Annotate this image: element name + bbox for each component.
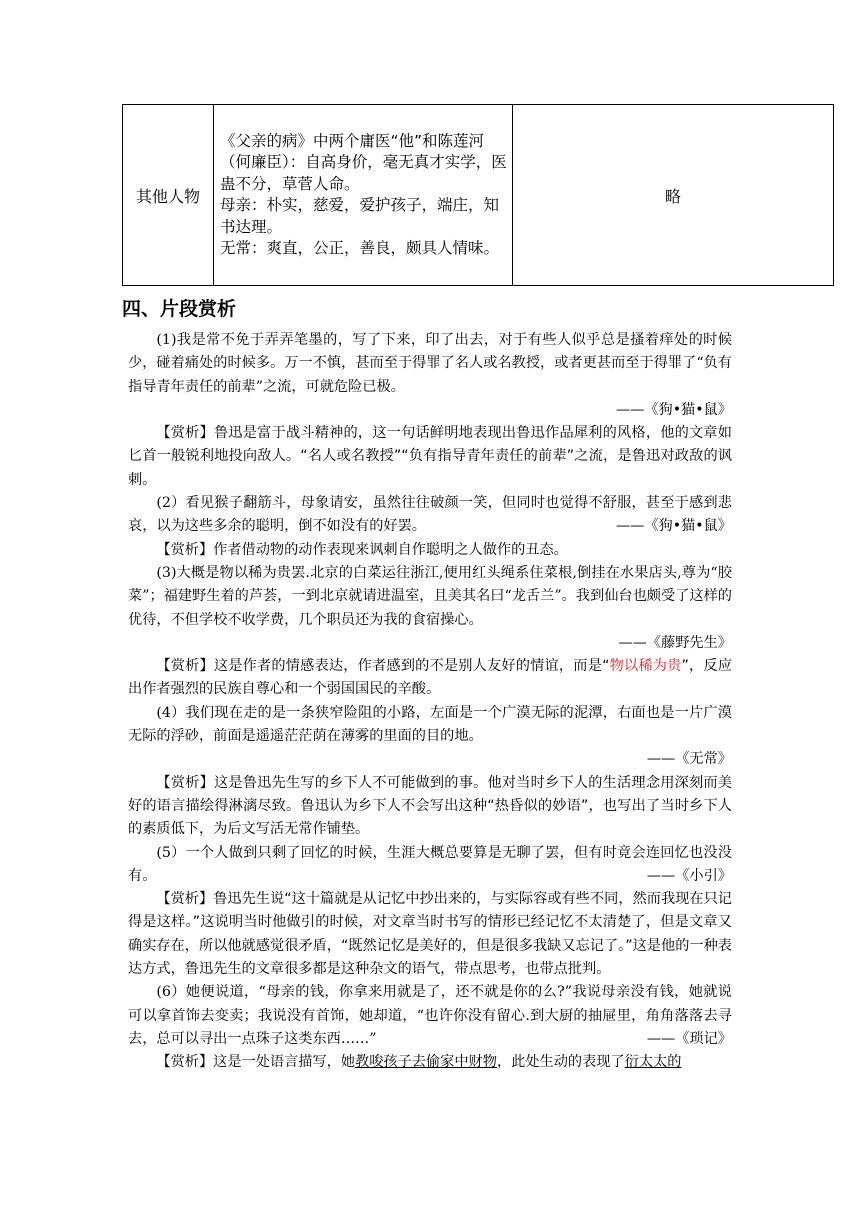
excerpt-1: (1)我是常不免于弄弄笔墨的，写了下来，印了出去，对于有些人似乎总是搔着痒处的时候少，碰着痛处的时候多。万一不慎，甚而至于得罪了名人或名教授，或者更甚而至于得罪了“负有指导青年责任的前辈”之流，可就危险已极。 xyxy=(128,332,732,395)
excerpt-6-source: ——《琐记》 xyxy=(646,1030,732,1047)
excerpt-5 xyxy=(128,842,732,889)
desc-wuchang: 无常：爽直，公正，善良，颇具人情味。 xyxy=(220,239,500,257)
desc-mother: 母亲：朴实，慈爱，爱护孩子，端庄，知书达理。 xyxy=(220,196,500,236)
excerpt-2-source: ——《狗•猫•鼠》 xyxy=(615,518,732,535)
excerpt-4-source: ——《无常》 xyxy=(646,751,732,768)
character-table xyxy=(122,104,834,286)
analysis-label: 【赏析】 xyxy=(156,658,214,675)
excerpt-6-text: (6）她便说道，“母亲的钱，你拿来用就是了，还不就是你的么?”我说母亲没有钱，她就说可以拿首饰去变卖；我说没有首饰，她却道，“也许你没有留心.到大厨的抽屉里，角角落落去寻去，总可以寻出一点珠子这类东西……” xyxy=(128,984,732,1047)
excerpt-2-text: (2）看见猴子翻筋斗，母象请安，虽然往往破颜一笑，但同时也觉得不舒服，甚至于感到悲哀，以为这些多余的聪明，倒不如没有的好罢。 xyxy=(128,495,732,535)
analysis-1-text: 鲁迅是富于战斗精神的，这一句话鲜明地表现出鲁迅作品犀利的风格，他的文章如匕首一般锐利地投向敌人。“名人或名教授”“负有指导青年责任的前辈”之流，是鲁迅对政敌的讽刺。 xyxy=(128,425,732,488)
analysis-3-pre: 这是作者的情感表达，作者感到的不是别人友好的情谊，而是“ xyxy=(213,658,610,675)
excerpt-6 xyxy=(128,981,732,1051)
analysis-2-text: 作者借动物的动作表现来讽刺自作聪明之人做作的丑态。 xyxy=(213,541,568,558)
desc-doctors: 《父亲的病》中两个庸医“他”和陈莲河（何廉臣）：自高身价，毫无真才实学，医蛊不分，草菅人命。 xyxy=(220,131,507,193)
analysis-6-mid: ，此处生动的表现了 xyxy=(496,1054,625,1071)
analysis-3 xyxy=(128,655,732,702)
character-descriptions xyxy=(214,105,513,286)
highlight-phrase: 物以稀为贵 xyxy=(609,658,682,675)
row-label: 其他人物 xyxy=(123,105,214,286)
excerpt-2 xyxy=(128,492,732,539)
table-row xyxy=(123,105,834,286)
analysis-3-post: ”，反应出作者强烈的民族自尊心和一个弱国国民的辛酸。 xyxy=(128,658,732,698)
excerpt-body xyxy=(128,329,732,1075)
analysis-label: 【赏析】 xyxy=(156,774,214,791)
analysis-4-text: 这是鲁迅先生写的乡下人不可能做到的事。他对当时乡下人的生活理念用深刻而美好的语言描绘得淋漓尽致。鲁迅认为乡下人不会写出这种“热昏似的妙语”，也写出了当时乡下人的素质低下，为后文写活无常作铺垫。 xyxy=(128,774,732,838)
omitted-cell: 略 xyxy=(513,105,834,286)
analysis-6-pre: 这是一处语言描写，她 xyxy=(213,1054,356,1071)
underlined-phrase: 教唆孩子去偷家中财物 xyxy=(355,1054,497,1071)
analysis-1 xyxy=(128,422,732,492)
analysis-5-text: 鲁迅先生说“这十篇就是从记忆中抄出来的，与实际容或有些不同，然而我现在只记得是这样。”这说明当时他做引的时候，对文章当时书写的情形已经记忆不太清楚了，但是文章又确实存在，所以他就感觉很矛盾，“既然记忆是美好的，但是很多我缺又忘记了。”这是他的一种表达方式，鲁迅先生的文章很多都是这种杂文的语气，带点思考，也带点批判。 xyxy=(128,891,732,978)
excerpt-5-text: (5）一个人做到只剩了回忆的时候，生涯大概总要算是无聊了罢，但有时竟会连回忆也没没有。 xyxy=(128,844,732,884)
excerpt-3: (3)大概是物以稀为贵罢.北京的白菜运往浙江,便用红头绳系住菜根,倒挂在水果店头,尊为“胶菜”；福建野生着的芦荟，一到北京就请进温室，且美其名曰“龙舌兰”。我到仙台也颇受了这样的优待，不但学校不收学费，几个职员还为我的食宿操心。 xyxy=(128,564,732,628)
section-title: 四、片段赏析 xyxy=(122,298,237,320)
excerpt-1-source: ——《狗•猫•鼠》 xyxy=(615,401,732,418)
analysis-6 xyxy=(128,1051,732,1074)
analysis-label: 【赏析】 xyxy=(156,1054,214,1071)
excerpt-4: (4）我们现在走的是一条狭窄险阻的小路，左面是一个广漠无际的泥潭，右面也是一片广漠无际的浮砂，前面是遥遥茫茫荫在薄雾的里面的目的地。 xyxy=(128,704,732,745)
analysis-2 xyxy=(128,539,732,562)
analysis-4 xyxy=(128,772,732,842)
excerpt-3-source: ——《藤野先生》 xyxy=(618,634,732,651)
analysis-label: 【赏析】 xyxy=(156,425,214,442)
excerpt-5-source: ——《小引》 xyxy=(646,867,732,884)
underlined-phrase: 衍太太的 xyxy=(624,1054,682,1071)
analysis-5 xyxy=(128,888,732,981)
analysis-label: 【赏析】 xyxy=(156,541,214,558)
analysis-label: 【赏析】 xyxy=(156,891,214,908)
